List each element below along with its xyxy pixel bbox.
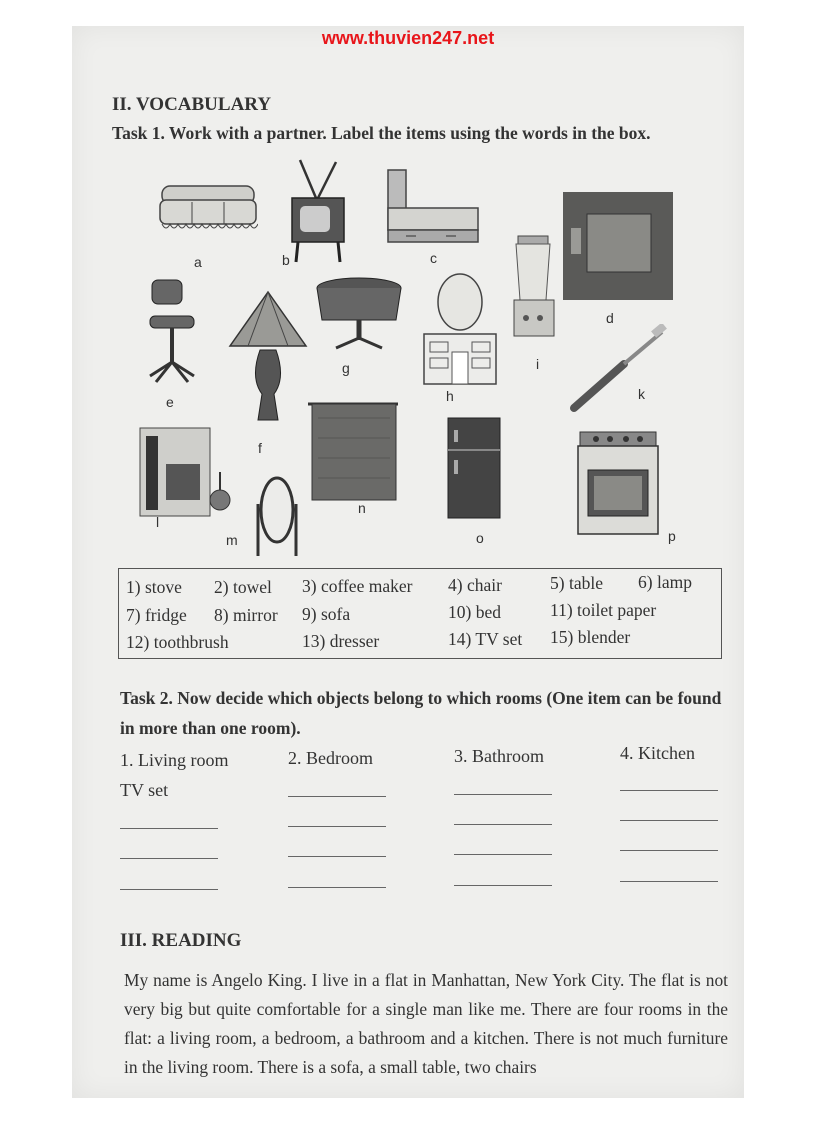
website-link[interactable]: www.thuvien247.net <box>321 28 495 48</box>
lamp-picture <box>228 290 308 428</box>
chair-picture <box>146 276 202 388</box>
answer-blank[interactable] <box>454 854 552 855</box>
answer-blank[interactable] <box>454 794 552 795</box>
vocabulary-heading: II. VOCABULARY <box>112 94 272 115</box>
word-stove: 1) stove <box>126 577 182 597</box>
dresser-picture <box>420 272 500 388</box>
tv-set-picture <box>288 158 348 266</box>
word-chair: 4) chair <box>448 575 502 595</box>
answer-blank[interactable] <box>120 858 218 859</box>
sofa-picture <box>158 180 258 236</box>
fridge-picture <box>446 416 502 520</box>
answer-blank[interactable] <box>454 824 552 825</box>
blender-picture <box>508 232 560 342</box>
task1-instruction: Task 1. Work with a partner. Label the items using the words in the box. <box>112 123 651 143</box>
toilet-paper-picture <box>138 426 236 518</box>
word-fridge: 7) fridge <box>126 605 187 625</box>
label-p: p <box>668 528 676 544</box>
label-h: h <box>446 388 454 404</box>
answer-blank[interactable] <box>620 881 718 882</box>
word-sofa: 9) sofa <box>302 604 351 624</box>
answer-blank[interactable] <box>454 885 552 886</box>
label-f: f <box>258 440 262 456</box>
word-towel: 2) towel <box>214 577 272 597</box>
answer-blank[interactable] <box>288 826 386 827</box>
word-toilet-paper: 11) toilet paper <box>550 600 657 620</box>
label-g: g <box>342 360 350 376</box>
task2-instruction: Task 2. Now decide which objects belong to which rooms (One item can be found in more than one room). <box>120 688 722 738</box>
reading-heading: III. READING <box>120 930 242 951</box>
label-l: l <box>156 514 160 530</box>
answer-blank[interactable] <box>288 856 386 857</box>
example-answer: TV set <box>120 780 169 800</box>
label-o: o <box>476 530 484 546</box>
towel-picture <box>563 192 673 300</box>
reading-passage: My name is Angelo King. I live in a flat in Manhattan, New York City. The flat is not very big but quite comfortable for a single man like me. There are four rooms in the flat: a living room, a bedroom, a bathroom and a kitchen. There is not much furniture in the living room. There is a sofa, a small table, two chairs <box>124 970 728 1077</box>
label-b: b <box>282 252 290 268</box>
mirror-picture <box>252 474 302 560</box>
label-d: d <box>606 310 614 326</box>
label-a: a <box>194 254 202 270</box>
word-toothbrush: 12) toothbrush <box>126 632 229 652</box>
answer-blank[interactable] <box>620 820 718 821</box>
room-kitchen: 4. Kitchen <box>620 743 695 763</box>
word-blender: 15) blender <box>550 627 631 647</box>
word-tv-set: 14) TV set <box>448 629 523 649</box>
word-coffee-maker: 3) coffee maker <box>302 576 413 596</box>
word-lamp: 6) lamp <box>638 572 692 592</box>
stove-picture <box>576 428 660 538</box>
room-bedroom: 2. Bedroom <box>288 748 373 768</box>
word-mirror: 8) mirror <box>214 605 278 625</box>
word-bed: 10) bed <box>448 602 501 622</box>
label-i: i <box>536 356 540 372</box>
label-n: n <box>358 500 366 516</box>
label-m: m <box>226 532 238 548</box>
room-living-room: 1. Living room <box>120 750 229 770</box>
word-table: 5) table <box>550 573 603 593</box>
toothbrush-picture <box>566 324 676 416</box>
label-c: c <box>430 250 437 266</box>
towel-rack-picture <box>304 398 402 504</box>
answer-blank[interactable] <box>620 790 718 791</box>
answer-blank[interactable] <box>620 850 718 851</box>
answer-blank[interactable] <box>120 889 218 890</box>
bed-picture <box>386 168 480 246</box>
answer-blank[interactable] <box>288 887 386 888</box>
label-k: k <box>638 386 645 402</box>
word-dresser: 13) dresser <box>302 631 380 651</box>
room-bathroom: 3. Bathroom <box>454 746 544 766</box>
answer-blank[interactable] <box>120 828 218 829</box>
label-e: e <box>166 394 174 410</box>
table-picture <box>314 276 404 350</box>
answer-blank[interactable] <box>288 796 386 797</box>
